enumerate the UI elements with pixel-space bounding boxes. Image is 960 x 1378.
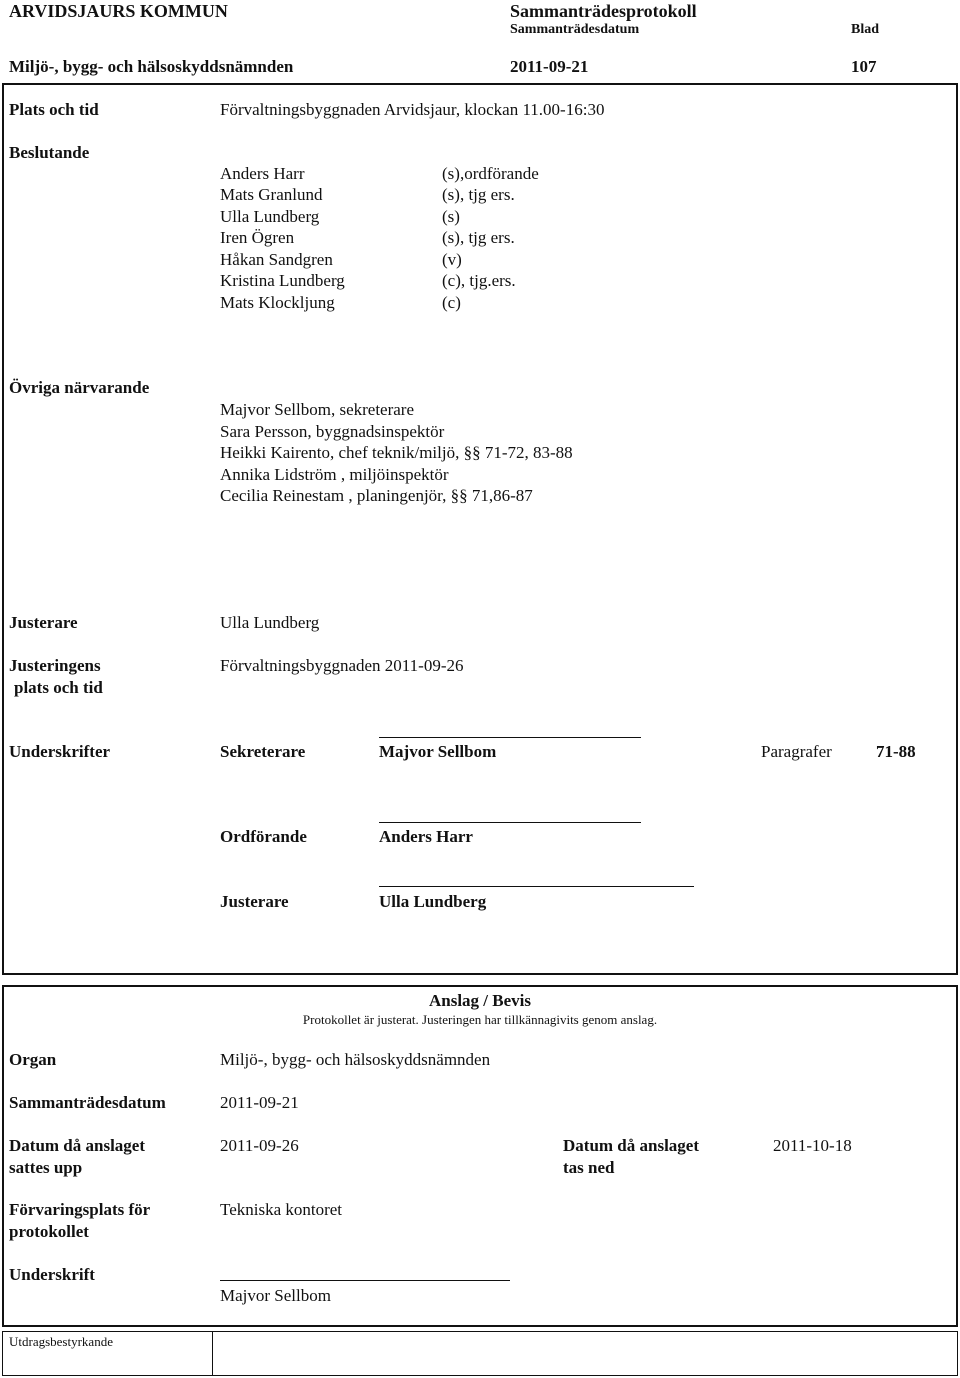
chair-signature-line — [379, 822, 641, 823]
removal-date-label: Datum då anslaget — [563, 1136, 700, 1155]
member-name: Mats Klockljung — [220, 293, 335, 312]
notice-signature-name: Majvor Sellbom — [220, 1286, 331, 1305]
storage-label: Förvaringsplats för — [9, 1200, 151, 1219]
place-time-value: Förvaltningsbyggnaden Arvidsjaur, klockan 11.00-16:30 — [220, 100, 605, 119]
member-name: Iren Ögren — [220, 228, 295, 247]
member-name: Ulla Lundberg — [220, 207, 320, 226]
member-name: Anders Harr — [220, 164, 305, 183]
organ-label: Organ — [9, 1050, 57, 1069]
member-name: Håkan Sandgren — [220, 250, 333, 269]
others-present-label: Övriga närvarande — [9, 378, 150, 397]
paragraphs-value: 71-88 — [876, 742, 916, 761]
adjuster-sign-name: Ulla Lundberg — [379, 892, 487, 911]
committee-name: Miljö-, bygg- och hälsoskyddsnämnden — [9, 57, 294, 76]
member-role: (v) — [442, 250, 462, 269]
paragraphs-label: Paragrafer — [761, 742, 832, 761]
secretary-name: Majvor Sellbom — [379, 742, 497, 761]
posted-date-label-line2: sattes upp — [9, 1158, 83, 1177]
removal-date-value: 2011-10-18 — [773, 1136, 852, 1155]
member-role: (s),ordförande — [442, 164, 539, 183]
organ-value: Miljö-, bygg- och hälsoskyddsnämnden — [220, 1050, 491, 1069]
list-item: Annika Lidström , miljöinspektör — [220, 465, 449, 484]
posted-date-value: 2011-09-26 — [220, 1136, 299, 1155]
extract-certification-box — [2, 1331, 958, 1376]
extract-certification-label: Utdragsbestyrkande — [9, 1334, 113, 1349]
storage-value: Tekniska kontoret — [220, 1200, 343, 1219]
member-name: Kristina Lundberg — [220, 271, 345, 290]
notice-signature-line — [220, 1280, 510, 1281]
footer-divider — [212, 1331, 213, 1376]
place-time-label: Plats och tid — [9, 100, 99, 119]
adjustment-place-label-line2: plats och tid — [14, 678, 103, 697]
document-title: Sammanträdesprotokoll — [510, 1, 697, 21]
member-role: (c), tjg.ers. — [442, 271, 516, 290]
municipality-name: ARVIDSJAURS KOMMUN — [9, 1, 228, 21]
meeting-details-box — [2, 83, 958, 975]
list-item: Heikki Kairento, chef teknik/miljö, §§ 71-72, 83-88 — [220, 443, 573, 462]
adjuster-signature-line — [379, 886, 694, 887]
notice-subtitle: Protokollet är justerat. Justeringen har tillkännagivits genom anslag. — [302, 1012, 658, 1027]
adjuster-value: Ulla Lundberg — [220, 613, 320, 632]
notice-date-value: 2011-09-21 — [220, 1093, 299, 1112]
signatures-label: Underskrifter — [9, 742, 111, 761]
list-item: Sara Persson, byggnadsinspektör — [220, 422, 445, 441]
notice-box — [2, 985, 958, 1327]
removal-date-label-line2: tas ned — [563, 1158, 615, 1177]
list-item: Cecilia Reinestam , planingenjör, §§ 71,86-87 — [220, 486, 533, 505]
adjustment-place-label: Justeringens — [9, 656, 101, 675]
adjustment-place-value: Förvaltningsbyggnaden 2011-09-26 — [220, 656, 464, 675]
deciding-label: Beslutande — [9, 143, 90, 162]
adjuster-sign-label: Justerare — [220, 892, 289, 911]
member-role: (s) — [442, 207, 460, 226]
signature-label: Underskrift — [9, 1265, 95, 1284]
chair-name: Anders Harr — [379, 827, 473, 846]
page-label: Blad — [851, 22, 880, 37]
page-number: 107 — [851, 57, 877, 76]
chair-label: Ordförande — [220, 827, 307, 846]
storage-label-line2: protokollet — [9, 1222, 89, 1241]
adjuster-label: Justerare — [9, 613, 78, 632]
list-item: Majvor Sellbom, sekreterare — [220, 400, 415, 419]
notice-date-label: Sammanträdesdatum — [9, 1093, 166, 1112]
member-role: (c) — [442, 293, 461, 312]
notice-title: Anslag / Bevis — [428, 991, 532, 1010]
meeting-date-label: Sammanträdesdatum — [510, 22, 640, 37]
member-role: (s), tjg ers. — [442, 185, 515, 204]
member-role: (s), tjg ers. — [442, 228, 515, 247]
meeting-date: 2011-09-21 — [510, 57, 589, 76]
member-name: Mats Granlund — [220, 185, 323, 204]
secretary-label: Sekreterare — [220, 742, 306, 761]
secretary-signature-line — [379, 737, 641, 738]
posted-date-label: Datum då anslaget — [9, 1136, 146, 1155]
